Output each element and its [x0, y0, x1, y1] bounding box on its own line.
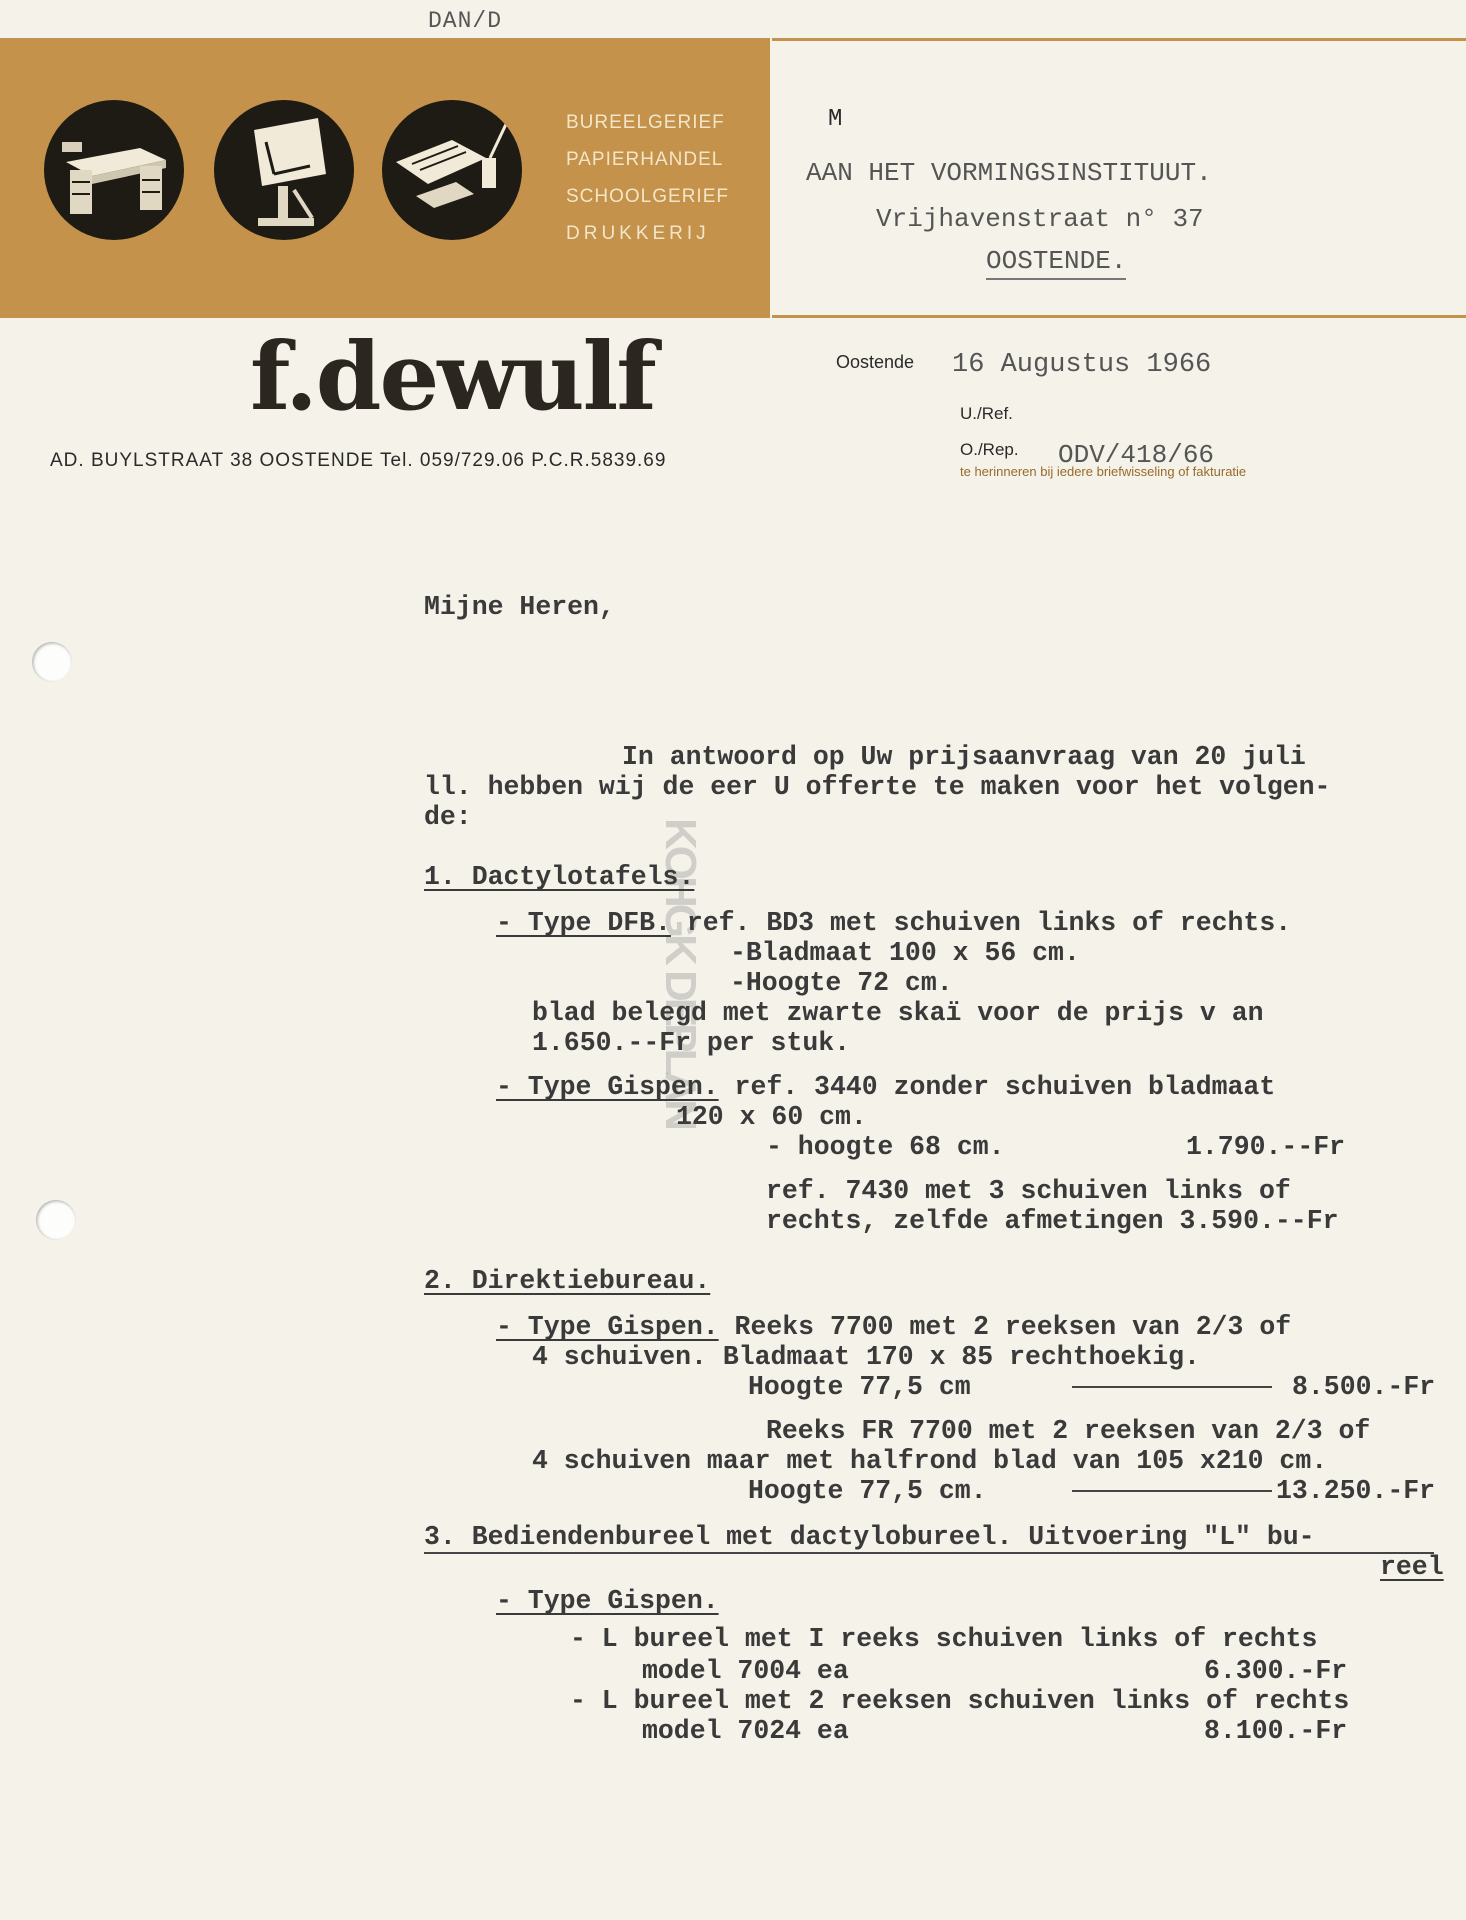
item-line: [496, 1072, 1275, 1102]
item-text: ref. 3440 zonder schuiven bladmaat: [718, 1072, 1276, 1102]
punch-hole: [32, 642, 72, 682]
price-leader: [1072, 1490, 1272, 1492]
trade-item: BUREELGERIEF: [566, 112, 725, 133]
item-line: 1.650.--Fr per stuk.: [532, 1028, 851, 1058]
intro-line: de:: [424, 802, 472, 832]
section-3-title: 3. Bediendenbureel met dactylobureel. Uitvoering "L" bu-: [424, 1522, 1315, 1552]
stamp-watermark: KOHGK DEPLAN: [656, 818, 705, 1127]
item-line: Hoogte 77,5 cm: [748, 1372, 971, 1402]
item-price: 8.100.-Fr: [1204, 1716, 1348, 1746]
u-ref-label: U./Ref.: [960, 404, 1013, 423]
company-logo: f.dewulf: [250, 322, 655, 432]
reference-reminder: te herinneren bij iedere briefwisseling of fakturatie: [960, 464, 1247, 479]
item-line: blad belegd met zwarte skaï voor de prijs v an: [532, 998, 1264, 1028]
item-line: - hoogte 68 cm.: [766, 1132, 1005, 1162]
trade-item: PAPIERHANDEL: [566, 149, 724, 170]
item-type: - Type Gispen.: [496, 1072, 719, 1102]
place-label: Oostende: [836, 352, 915, 372]
item-line: rechts, zelfde afmetingen 3.590.--Fr: [766, 1206, 1339, 1236]
item-line: model 7024 ea: [642, 1716, 849, 1746]
drafting-table-icon: [214, 100, 354, 240]
item-line: 4 schuiven maar met halfrond blad van 105 x210 cm.: [532, 1446, 1328, 1476]
o-rep-label: O./Rep.: [960, 440, 1019, 459]
price-leader: [1072, 1386, 1272, 1388]
books-and-ink-icon: [382, 100, 522, 240]
item-text: Reeks 7700 met 2 reeksen van 2/3 of: [718, 1312, 1292, 1342]
item-type: - Type Gispen.: [496, 1586, 719, 1616]
desk-icon: [44, 100, 184, 240]
section-3-underline: [424, 1552, 1434, 1554]
item-line: - L bureel met I reeks schuiven links of rechts: [570, 1624, 1318, 1654]
item-price: 8.500.-Fr: [1292, 1372, 1436, 1402]
intro-line: ll. hebben wij de eer U offerte te maken voor het volgen-: [424, 772, 1331, 802]
item-line: - L bureel met 2 reeksen schuiven links of rechts: [570, 1686, 1350, 1716]
trade-item: DRUKKERIJ: [566, 223, 710, 244]
trade-item: SCHOOLGERIEF: [566, 186, 729, 207]
intro-line: In antwoord op Uw prijsaanvraag van 20 juli: [622, 742, 1306, 772]
recipient-line-1: AAN HET VORMINGSINSTITUUT.: [806, 158, 1212, 188]
item-line: [496, 908, 1291, 938]
item-price: 1.790.--Fr: [1186, 1132, 1346, 1162]
salutation: Mijne Heren,: [424, 592, 615, 622]
letter-date: 16 Augustus 1966: [952, 350, 1212, 380]
item-line: 120 x 60 cm.: [676, 1102, 867, 1132]
section-2-title: 2. Direktiebureau.: [424, 1266, 711, 1296]
item-line: Reeks FR 7700 met 2 reeksen van 2/3 of: [766, 1416, 1371, 1446]
o-rep-value: ODV/418/66: [1058, 440, 1215, 470]
item-text: ref. BD3 met schuiven links of rechts.: [670, 908, 1292, 938]
item-type: - Type DFB.: [496, 908, 671, 938]
item-price: 6.300.-Fr: [1204, 1656, 1348, 1686]
section-1-title: 1. Dactylotafels.: [424, 862, 695, 892]
item-line: -Bladmaat 100 x 56 cm.: [730, 938, 1080, 968]
item-price: 13.250.-Fr: [1276, 1476, 1436, 1506]
section-3-title-end: reel: [1380, 1552, 1444, 1582]
trades-list: [566, 104, 729, 252]
item-line: -Hoogte 72 cm.: [730, 968, 953, 998]
item-line: [496, 1312, 1291, 1342]
item-line: model 7004 ea: [642, 1656, 849, 1686]
recipient-prefix: M: [828, 106, 843, 133]
top-reference: DAN/D: [428, 8, 503, 34]
item-line: Hoogte 77,5 cm.: [748, 1476, 987, 1506]
item-type: - Type Gispen.: [496, 1312, 719, 1342]
recipient-line-2: Vrijhavenstraat n° 37: [876, 204, 1204, 234]
punch-hole: [36, 1200, 76, 1240]
company-address: AD. BUYLSTRAAT 38 OOSTENDE Tel. 059/729.06 P.C.R.5839.69: [50, 450, 667, 471]
item-line: ref. 7430 met 3 schuiven links of: [766, 1176, 1291, 1206]
item-line: 4 schuiven. Bladmaat 170 x 85 rechthoekig.: [532, 1342, 1200, 1372]
recipient-line-3: OOSTENDE.: [986, 246, 1126, 280]
